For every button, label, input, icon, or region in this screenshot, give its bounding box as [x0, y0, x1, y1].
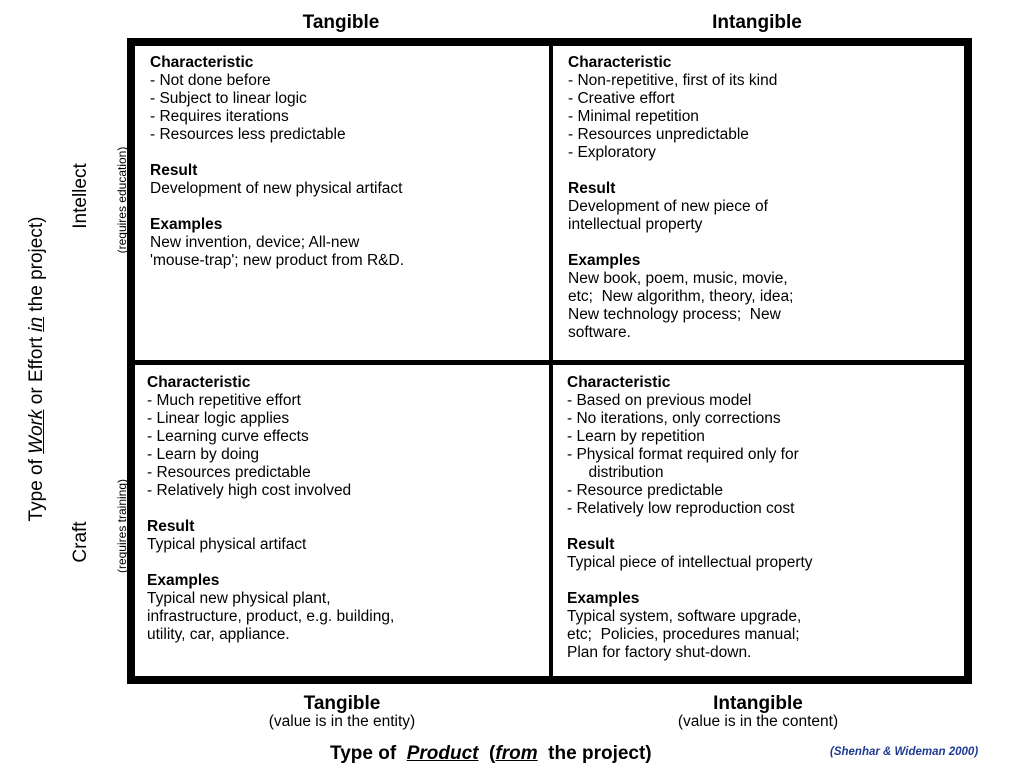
examples-line: Plan for factory shut-down.	[567, 644, 752, 661]
column-header-tangible: Tangible	[302, 12, 380, 33]
char-line: - Not done before	[150, 72, 271, 89]
examples-line: New book, poem, music, movie,	[568, 270, 788, 287]
char-line: - Learn by doing	[147, 446, 260, 463]
cell-characteristic-title: Characteristic	[568, 54, 672, 71]
x-axis-pre: Type of	[330, 743, 407, 764]
char-line: - No iterations, only corrections	[567, 410, 781, 427]
cell-intellect-tangible	[150, 54, 545, 288]
cell-characteristic-title: Characteristic	[567, 374, 671, 391]
cell-characteristic-title: Characteristic	[147, 374, 251, 391]
cell-result-title: Result	[568, 180, 616, 197]
x-axis-mid: (	[478, 743, 496, 764]
char-line: - Non-repetitive, first of its kind	[568, 72, 778, 89]
result-line: intellectual property	[568, 216, 703, 233]
char-line: - Learning curve effects	[147, 428, 309, 445]
row-label-craft: Craft	[70, 521, 91, 563]
x-axis-product: Product	[406, 743, 479, 764]
y-axis-label	[26, 179, 50, 559]
grid-horizontal-divider	[127, 360, 972, 365]
citation: (Shenhar & Wideman 2000)	[830, 746, 979, 758]
cell-characteristic-title: Characteristic	[150, 54, 254, 71]
char-line: - Requires iterations	[150, 108, 289, 125]
cell-result-title: Result	[567, 536, 615, 553]
examples-line: etc; New algorithm, theory, idea;	[568, 288, 794, 305]
cell-examples-title: Examples	[568, 252, 641, 269]
char-line: - Learn by repetition	[567, 428, 705, 445]
y-axis-mid: or Effort	[26, 331, 47, 410]
examples-line: Typical system, software upgrade,	[567, 608, 802, 625]
char-line: - Subject to linear logic	[150, 90, 307, 107]
examples-line: etc; Policies, procedures manual;	[567, 626, 800, 643]
row-label-intellect: Intellect	[70, 163, 91, 229]
char-line: - Based on previous model	[567, 392, 752, 409]
x-axis-from: from	[495, 743, 538, 764]
bottom-sublabel-intangible: (value is in the content)	[677, 713, 839, 730]
char-line: - Exploratory	[568, 144, 656, 161]
result-line: Typical piece of intellectual property	[567, 554, 813, 571]
y-axis-in: in	[26, 316, 47, 332]
char-line: - Relatively low reproduction cost	[567, 500, 795, 517]
y-axis-work: Work	[26, 409, 47, 454]
cell-examples-title: Examples	[150, 216, 223, 233]
cell-craft-tangible	[147, 374, 545, 662]
y-axis-pre: Type of	[26, 453, 47, 522]
char-line: - Resources less predictable	[150, 126, 346, 143]
cell-craft-intangible	[567, 374, 965, 680]
char-line: distribution	[567, 464, 664, 481]
result-line: Development of new piece of	[568, 198, 768, 215]
row-sublabel-intellect: (requires education)	[115, 146, 129, 254]
column-header-intangible: Intangible	[712, 12, 802, 33]
examples-line: infrastructure, product, e.g. building,	[147, 608, 395, 625]
char-line: - Physical format required only for	[567, 446, 799, 463]
examples-line: New technology process; New	[568, 306, 781, 323]
examples-line: New invention, device; All-new	[150, 234, 360, 251]
cell-examples-title: Examples	[567, 590, 640, 607]
bottom-label-intangible: Intangible	[713, 693, 803, 714]
row-sublabel-craft: (requires training)	[115, 478, 129, 574]
examples-line: Typical new physical plant,	[147, 590, 331, 607]
char-line: - Creative effort	[568, 90, 675, 107]
char-line: - Resources unpredictable	[568, 126, 749, 143]
y-axis-post: the project)	[26, 216, 47, 317]
cell-result-title: Result	[147, 518, 195, 535]
bottom-label-tangible: Tangible	[303, 693, 381, 714]
char-line: - Minimal repetition	[568, 108, 699, 125]
bottom-sublabel-tangible: (value is in the entity)	[268, 713, 416, 730]
cell-examples-title: Examples	[147, 572, 220, 589]
char-line: - Relatively high cost involved	[147, 482, 352, 499]
examples-line: software.	[568, 324, 631, 341]
x-axis-post: the project)	[537, 743, 652, 764]
result-line: Development of new physical artifact	[150, 180, 403, 197]
char-line: - Resources predictable	[147, 464, 311, 481]
result-line: Typical physical artifact	[147, 536, 307, 553]
char-line: - Much repetitive effort	[147, 392, 301, 409]
char-line: - Resource predictable	[567, 482, 723, 499]
char-line: - Linear logic applies	[147, 410, 290, 427]
examples-line: 'mouse-trap'; new product from R&D.	[150, 252, 405, 269]
examples-line: utility, car, appliance.	[147, 626, 290, 643]
x-axis-label	[330, 743, 652, 765]
cell-result-title: Result	[150, 162, 198, 179]
cell-intellect-intangible	[568, 54, 963, 360]
